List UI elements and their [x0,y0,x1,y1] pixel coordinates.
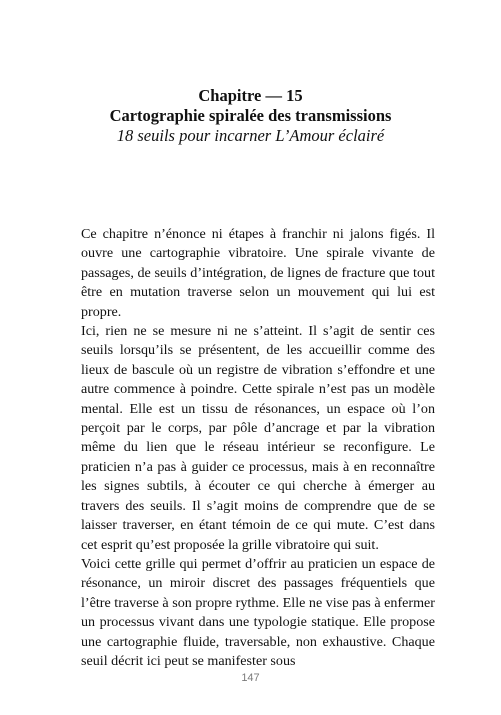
chapter-number: Chapitre — 15 [198,86,303,105]
body-text [81,225,435,671]
paragraph: Ce chapitre n’énonce ni étapes à franchir ni jalons figés. Il ouvre une cartographie vibratoire. Une spirale vivante de passages, de seuils d’intégration, de lignes de fracture que tout être en mutation traverse selon un mouvement qui lui est propre. [81,226,435,320]
chapter-title: Cartographie spiralée des transmissions [109,106,392,125]
paragraph: Voici cette grille qui permet d’offrir au praticien un espace de résonance, un miroir discret des passages fréquentiels que l’être traverse à son propre rythme. Elle ne vise pas à enfermer un processus vivant dans une typologie statique. Elle propose une cartographie fluide, traversable, non exhaustive. Chaque seuil décrit ici peut se manifester sous [81,555,435,669]
chapter-subtitle: 18 seuils pour incarner L’Amour éclairé [116,126,385,145]
paragraph: Ici, rien ne se mesure ni ne s’atteint. Il s’agit de sentir ces seuils lorsqu’ils se présentent, de les accueillir comme des lieux de bascule où un registre de vibration s’effondre et une autre commence à poindre. Cette spirale n’est pas un modèle mental. Elle est un tissu de résonances, un espace où l’on perçoit par le corps, par pôle d’ancrage et par la vibration même du lien que le réseau intérieur se reconfigure. Le praticien n’a pas à guider ce processus, mais à en reconnaître les signes subtils, à écouter ce qui cherche à émerger au travers des seuils. Il s’agit moins de comprendre que de se laisser traverser, en étant témoin de ce qui mute. C’est dans cet esprit qu’est proposée la grille vibratoire qui suit. [81,323,435,553]
page-number: 147 [241,672,260,684]
